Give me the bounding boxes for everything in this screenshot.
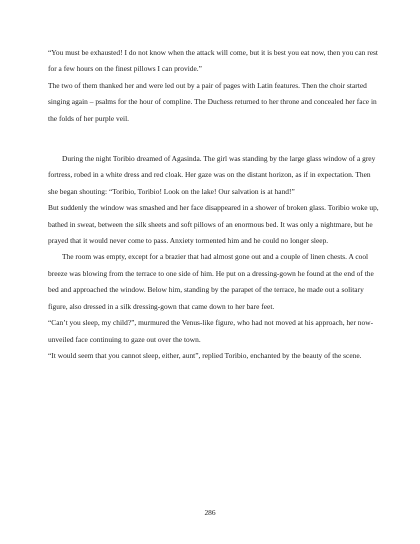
paragraph-empty-room: The room was empty, except for a brazier that had almost gone out and a couple of linen chests. A cool breeze was blowing from the terrace to one side of him. He put on a dressing-gown he found at the end of the bed and approached the window. Below him, standing by the parapet of the terrace, he made out a solitary figure, also dressed in a silk dressing-gown that came down to her bare feet. bbox=[48, 252, 374, 311]
paragraph-venus-figure: “Can’t you sleep, my child?”, murmured the Venus-like figure, who had not moved at his approach, her now-unveiled face continuing to gaze out over the town. bbox=[48, 318, 374, 344]
paragraph-window-smashed: But suddenly the window was smashed and her face disappeared in a shower of broken glass. Toribio woke up, bathed in sweat, between the silk sheets and soft pillows of an enormous bed. It was only a nightmare, but he prayed that it would never come to pass. Anxiety tormented him and he could no longer sleep. bbox=[48, 203, 379, 246]
page-body bbox=[48, 45, 382, 364]
paragraph-dream: During the night Toribio dreamed of Agasinda. The girl was standing by the large glass window of a grey fortress, robed in a white dress and red cloak. Her gaze was on the distant horizon, as if in expectation. Then she began shouting: “Toribio, Toribio! Look on the lake! Our salvation is at hand!” bbox=[48, 154, 376, 196]
page-number: 286 bbox=[204, 508, 216, 517]
paragraph-toribio-reply: “It would seem that you cannot sleep, either, aunt”, replied Toribio, enchanted by the beauty of the scene. bbox=[48, 350, 362, 360]
paragraph-duchess-speech: “You must be exhausted! I do not know when the attack will come, but it is best you eat now, then you can rest for a few hours on the finest pillows I can provide.” bbox=[48, 48, 378, 74]
section-break bbox=[48, 127, 382, 151]
paragraph-pages-lead-out: The two of them thanked her and were led out by a pair of pages with Latin features. Then the choir started singing again – psalms for the hour of compline. The Duchess returned to her throne and concealed her face in the folds of her purple veil. bbox=[48, 80, 377, 123]
